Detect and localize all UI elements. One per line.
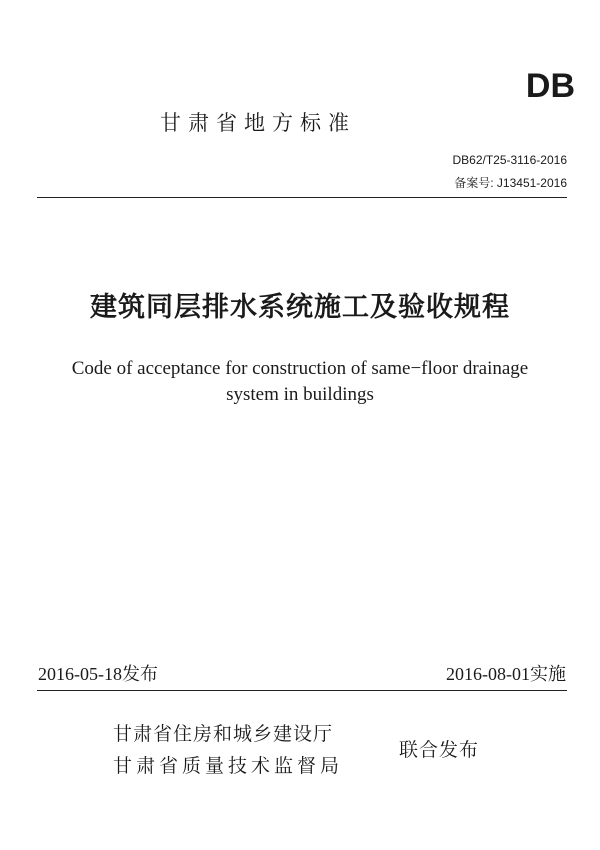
english-title-line-1: Code of acceptance for construction of same−floor drainage xyxy=(71,358,529,379)
joint-release-label: 联合发布 xyxy=(399,739,480,761)
document-title-english xyxy=(35,356,565,408)
db-standard-mark: DB xyxy=(525,67,575,105)
issuing-department-2: 甘肃省质量技术监督局 xyxy=(113,755,344,777)
implementation-date: 2016-08-01实施 xyxy=(446,664,566,684)
english-title-line-2: system in buildings xyxy=(226,384,374,405)
record-number: 备案号: J13451-2016 xyxy=(454,176,567,190)
top-divider xyxy=(37,197,567,198)
standard-number: DB62/T25-3116-2016 xyxy=(452,153,567,167)
standard-category: 甘肃省地方标准 xyxy=(160,111,356,135)
issuing-department-1: 甘肃省住房和城乡建设厅 xyxy=(113,723,334,745)
issue-date: 2016-05-18发布 xyxy=(38,664,158,684)
document-title-chinese: 建筑同层排水系统施工及验收规程 xyxy=(90,292,510,323)
bottom-divider xyxy=(37,690,567,691)
